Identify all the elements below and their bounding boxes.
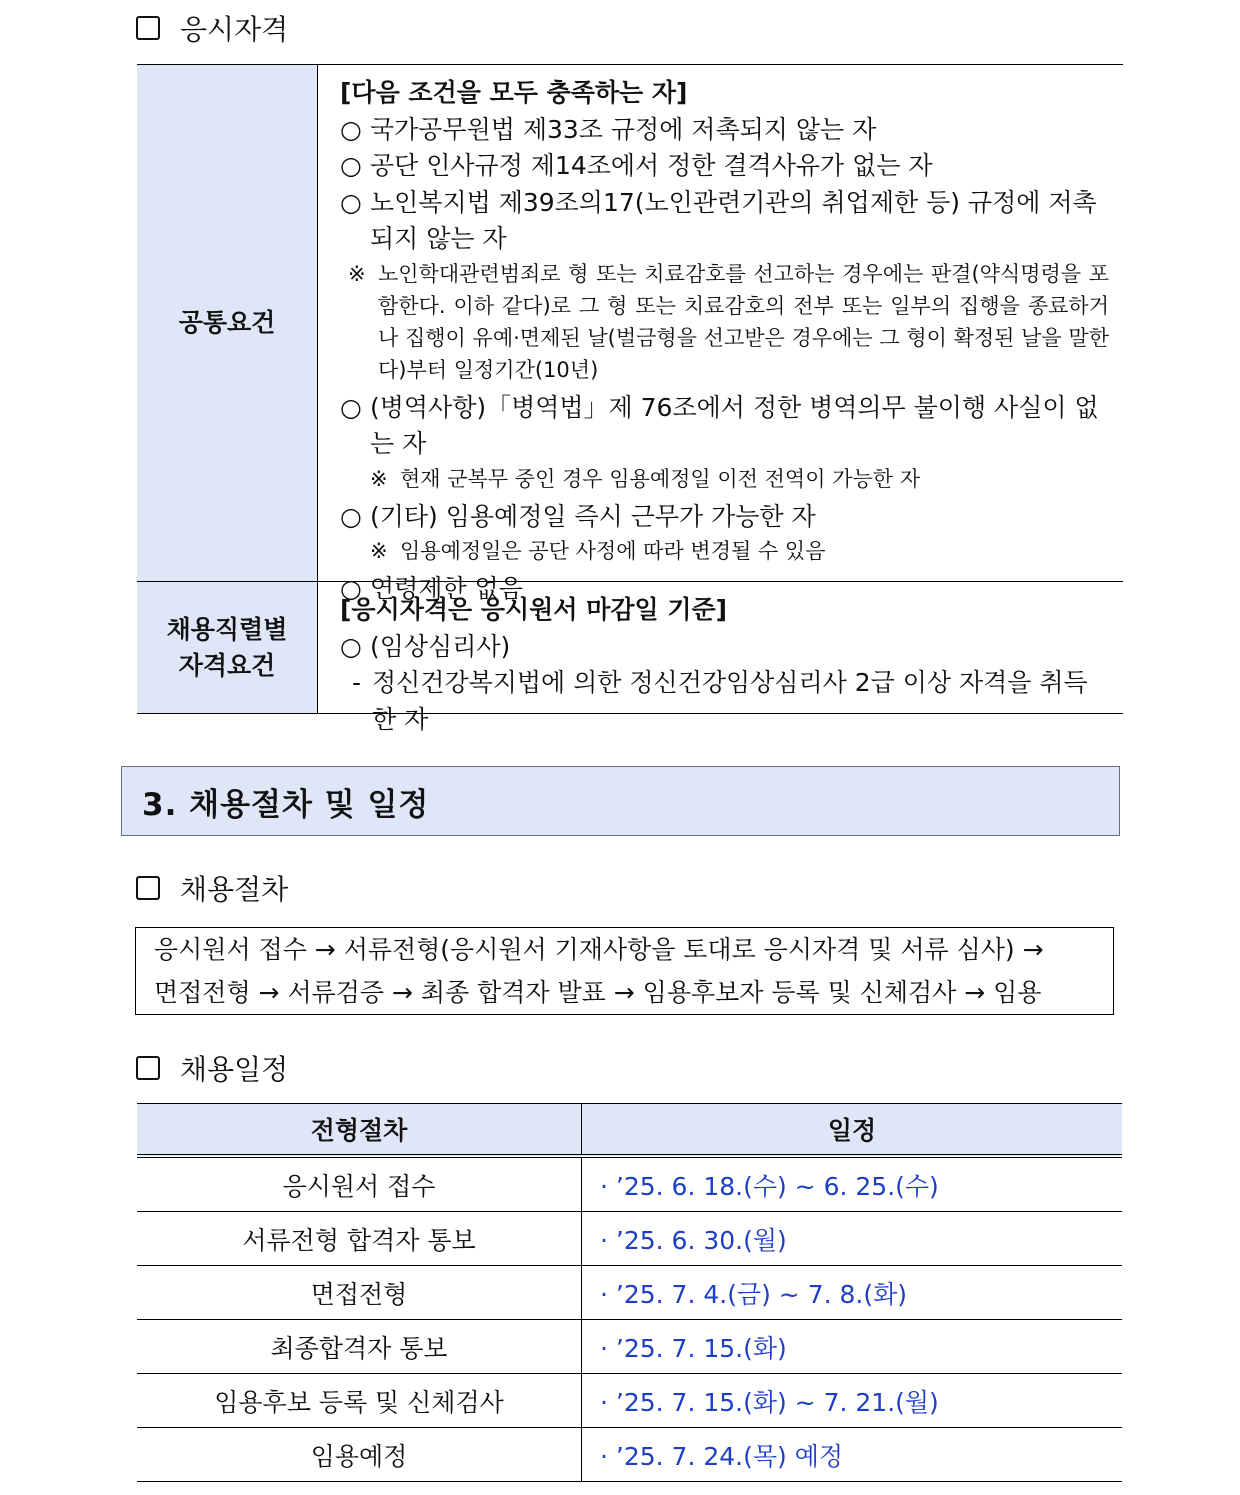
step-cell: 응시원서 접수 [137,1156,582,1212]
dash-bullet-icon: - [352,668,362,697]
requirement-item: ○ 노인복지법 제39조의17(노인관련기관의 취업제한 등) 규정에 저촉되지 않는 자 [340,185,1109,258]
qualification-table [137,64,1123,734]
section-banner [121,766,1120,836]
column-header-step: 전형절차 [137,1104,582,1157]
circle-bullet-icon: ○ [340,501,362,531]
step-cell: 면접전형 [137,1266,582,1320]
qualification-heading-text: 응시자격 [180,13,289,46]
date-cell: · ’25. 6. 18.(수) ~ 6. 25.(수) [582,1156,1123,1212]
procedure-heading [136,868,288,908]
common-requirements-row [137,65,1123,603]
requirement-item: ○ 공단 인사규정 제14조에서 정한 결격사유가 없는 자 [340,148,1109,185]
date-cell: · ’25. 6. 30.(월) [582,1212,1123,1266]
common-requirements-content [318,65,1123,603]
schedule-table [137,1103,1122,1482]
square-bullet-icon [136,876,160,900]
reference-mark-icon: ※ [370,539,388,563]
qualification-heading [136,8,288,48]
date-cell: · ’25. 7. 4.(금) ~ 7. 8.(화) [582,1266,1123,1320]
date-cell: · ’25. 7. 15.(화) [582,1320,1123,1374]
job-role: ○ (임상심리사) [340,629,1109,666]
procedure-line: 응시원서 접수 → 서류전형(응시원서 기재사항을 토대로 응시자격 및 서류 심사) → [154,935,1044,964]
step-cell: 최종합격자 통보 [137,1320,582,1374]
circle-bullet-icon: ○ [340,114,362,144]
step-cell: 임용후보 등록 및 신체검사 [137,1374,582,1428]
requirement-item: ○ 국가공무원법 제33조 규정에 저촉되지 않는 자 [340,112,1109,149]
military-note: ※ 현재 군복무 중인 경우 임용예정일 이전 전역이 가능한 자 [340,463,1109,495]
circle-bullet-icon: ○ [340,187,362,217]
other-requirement: ○ (기타) 임용예정일 즉시 근무가 가능한 자 [340,499,1109,536]
reference-mark-icon: ※ [370,466,388,491]
procedure-box [135,927,1114,1015]
date-cell: · ’25. 7. 15.(화) ~ 7. 21.(월) [582,1374,1123,1428]
table-row [137,1428,1122,1482]
date-cell: · ’25. 7. 24.(목) 예정 [582,1428,1123,1482]
job-requirement-item: - 정신건강복지법에 의한 정신건강임상심리사 2급 이상 자격을 취득한 자 [340,665,1109,738]
common-requirements-label: 공통요건 [137,65,318,581]
procedure-line: 면접전형 → 서류검증 → 최종 합격자 발표 → 임용후보자 등록 및 신체검사 → 임용 [154,978,1042,1007]
schedule-heading [136,1048,288,1088]
table-row [137,1266,1122,1320]
common-subtitle: [다음 조건을 모두 충족하는 자] [340,78,688,107]
circle-bullet-icon: ○ [340,151,362,180]
age-requirement: ○ 연령제한 없음 [340,571,1109,608]
square-bullet-icon [136,1056,160,1080]
elder-abuse-note: ※ 노인학대관련범죄로 형 또는 치료감호를 선고하는 경우에는 판결(약식명령을 포함한다. 이하 같다)로 그 형 또는 치료감호의 전부 또는 일부의 집행을 종료하거나 집행이 유예·면제된 날(벌금형을 선고받은 경우에는 그 형이 확정된 날을 말한다)부터 일정기간(10년) [340,258,1109,386]
step-cell: 임용예정 [137,1428,582,1482]
section-title: 3. 채용절차 및 일정 [142,786,430,823]
job-requirements-label: 채용직렬별 자격요건 [137,582,318,713]
circle-bullet-icon: ○ [340,574,362,603]
other-note: ※ 임용예정일은 공단 사정에 따라 변경될 수 있음 [340,535,1109,567]
table-row [137,1320,1122,1374]
column-header-date: 일정 [582,1104,1123,1157]
table-row [137,1212,1122,1266]
circle-bullet-icon: ○ [340,392,362,422]
job-subtitle: [응시자격은 응시원서 마감일 기준] [340,595,728,624]
table-row [137,1374,1122,1428]
circle-bullet-icon: ○ [340,631,362,661]
step-cell: 서류전형 합격자 통보 [137,1212,582,1266]
job-requirements-content [318,582,1123,734]
military-requirement: ○ (병역사항)「병역법」제 76조에서 정한 병역의무 불이행 사실이 없는 자 [340,390,1109,463]
square-bullet-icon [136,16,160,40]
reference-mark-icon: ※ [348,261,366,286]
table-row [137,1156,1122,1212]
procedure-heading-text: 채용절차 [180,873,289,906]
schedule-heading-text: 채용일정 [180,1053,289,1086]
table-header-row [137,1104,1122,1157]
job-requirements-row [137,581,1123,734]
